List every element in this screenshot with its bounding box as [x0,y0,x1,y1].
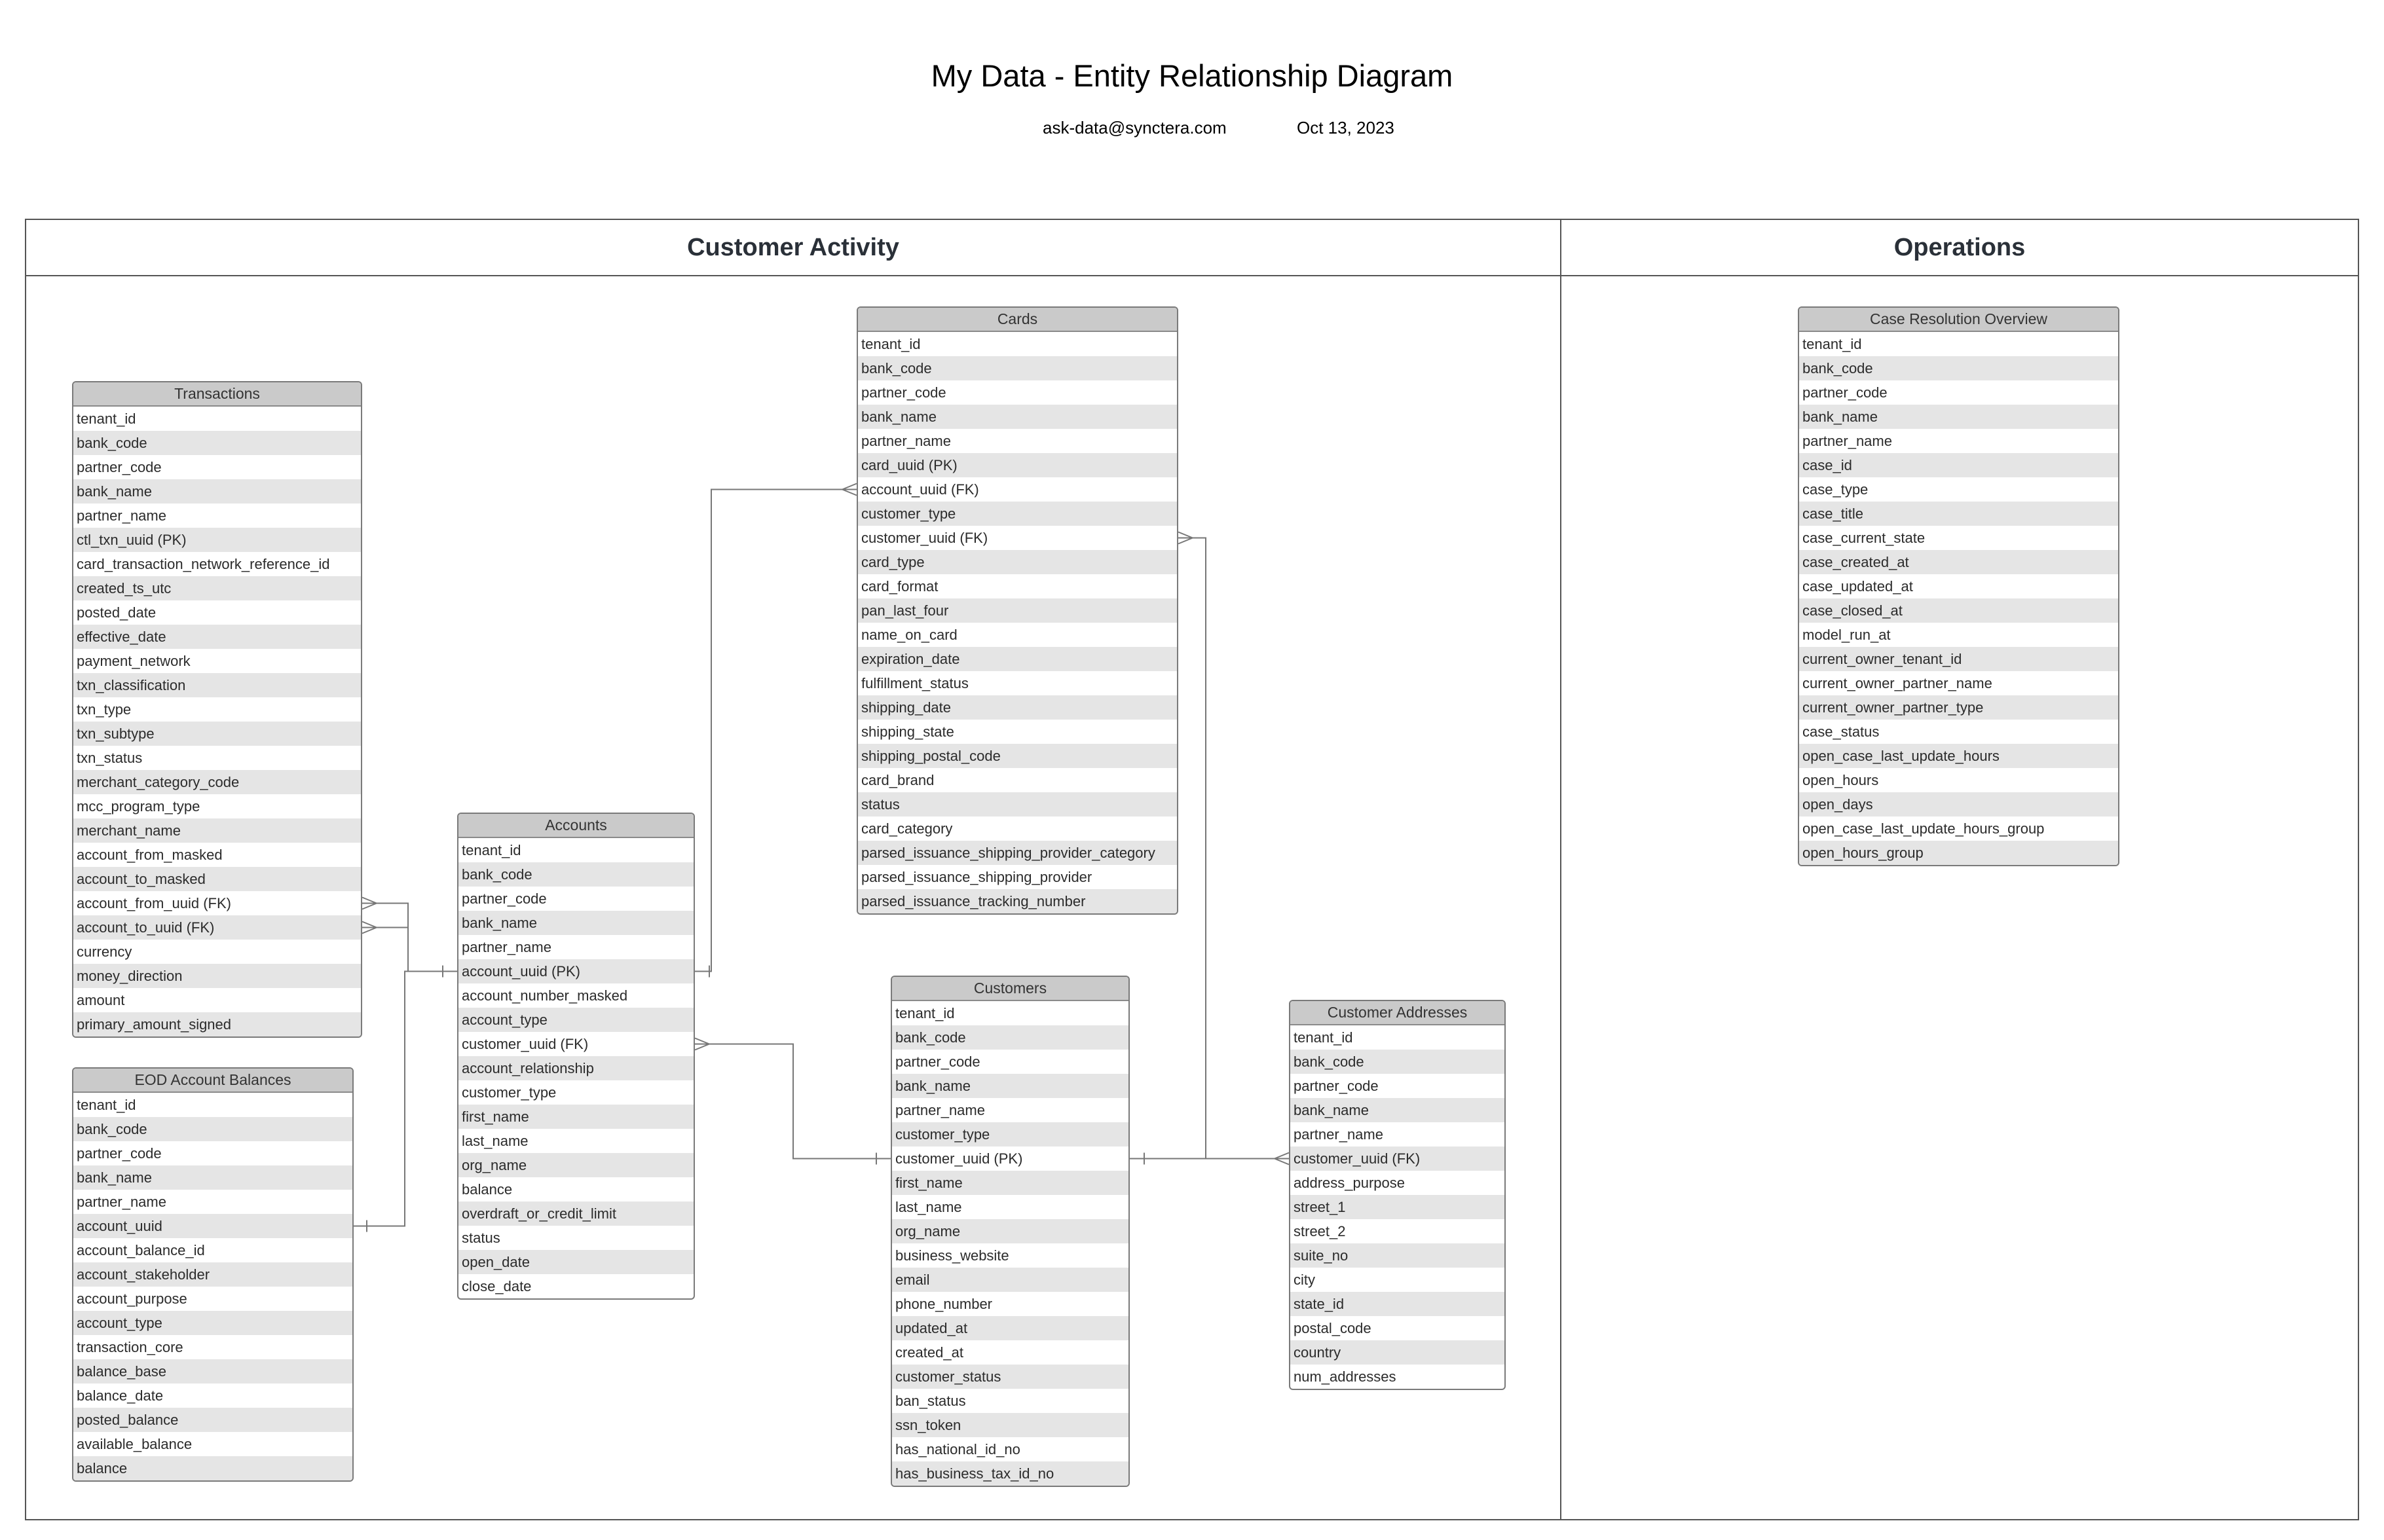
entity-title: Transactions [73,382,361,407]
entity-title: Cards [858,308,1177,332]
field-row: balance [73,1456,352,1480]
field-row: card_type [858,550,1177,574]
field-row: partner_name [77,507,166,524]
field-row: bank_name [1799,405,2118,429]
field-row: partner_name [1802,433,1892,449]
diagram-title: My Data - Entity Relationship Diagram [931,58,1453,93]
field-row: bank_code [892,1025,1128,1050]
field-row: ban_status [895,1393,966,1409]
field-row: current_owner_tenant_id [1799,647,2118,671]
panel-header-operations: Operations [1560,219,2359,276]
field-row: bank_name [73,479,361,504]
field-row: card_brand [861,772,935,788]
field-row: partner_code [77,459,162,475]
field-row: card_uuid (PK) [858,453,1177,477]
field-row: account_type [458,1008,694,1032]
field-row: account_purpose [77,1291,187,1307]
field-row: currency [77,944,132,960]
field-row: tenant_id [1802,336,1862,352]
field-row: postal_code [1294,1320,1371,1336]
field-row: available_balance [77,1436,193,1452]
entity-title: Customer Addresses [1290,1001,1504,1025]
field-row: suite_no [1290,1243,1504,1268]
field-row: pan_last_four [858,598,1177,623]
field-row: account_number_masked [462,987,628,1004]
field-row: last_name [462,1133,529,1149]
panel-header-customer-activity: Customer Activity [25,219,1561,276]
field-row: fulfillment_status [861,675,969,691]
field-row: has_national_id_no [895,1441,1020,1458]
field-row: bank_code [1290,1050,1504,1074]
field-row: tenant_id [861,336,921,352]
field-row: street_2 [1294,1223,1346,1239]
field-row: bank_code [73,1117,352,1141]
field-row: case_id [1799,453,2118,477]
field-row: bank_name [1290,1098,1504,1122]
field-row: partner_code [77,1145,162,1162]
field-row: account_relationship [458,1056,694,1080]
field-row: customer_uuid (FK) [861,530,988,546]
field-row: account_from_masked [77,847,223,863]
field-row: account_uuid (PK) [458,959,694,983]
field-row: open_hours_group [1799,841,2118,865]
field-row: merchant_name [73,818,361,843]
field-row: open_case_last_update_hours_group [1802,820,2045,837]
field-row: effective_date [73,625,361,649]
field-row: ssn_token [892,1413,1128,1437]
field-row: tenant_id [462,842,521,858]
field-row: updated_at [892,1316,1128,1340]
field-row: txn_subtype [73,722,361,746]
field-row: merchant_category_code [73,770,361,794]
entity-transactions[interactable] [72,381,362,1038]
field-row: partner_code [1294,1078,1379,1094]
field-row: case_type [1802,481,1869,498]
field-row: bank_name [73,1165,352,1190]
field-row: model_run_at [1802,627,1891,643]
field-row: customer_uuid (FK) [462,1036,589,1052]
field-row: case_status [1802,724,1880,740]
field-row: open_case_last_update_hours [1799,744,2118,768]
entity-title: Accounts [458,814,694,838]
field-row: overdraft_or_credit_limit [458,1201,694,1226]
field-row: parsed_issuance_tracking_number [858,889,1177,913]
field-row: city [1294,1272,1315,1288]
field-row: account_to_masked [73,867,361,891]
field-row: country [1290,1340,1504,1365]
field-row: bank_code [73,431,361,455]
field-row: street_1 [1290,1195,1504,1219]
field-row: parsed_issuance_shipping_provider_category [858,841,1177,865]
field-row: partner_code [1802,384,1888,401]
field-row: shipping_date [858,695,1177,720]
field-row: case_closed_at [1799,598,2118,623]
entity-accounts[interactable] [457,813,695,1300]
field-row: name_on_card [861,627,958,643]
field-row: case_current_state [1802,530,1926,546]
field-row: state_id [1290,1292,1504,1316]
field-row: current_owner_partner_type [1799,695,2118,720]
field-row: org_name [892,1219,1128,1243]
field-row: balance_date [77,1387,164,1404]
field-row: customer_type [858,502,1177,526]
field-row: txn_classification [73,673,361,697]
field-row: partner_code [861,384,946,401]
field-row: current_owner_partner_name [1802,675,1992,691]
field-row: posted_balance [73,1408,352,1432]
field-row: open_hours [1802,772,1879,788]
field-row: status [858,792,1177,816]
field-row: balance [462,1181,513,1198]
field-row: tenant_id [77,411,136,427]
field-row: bank_name [458,911,694,935]
field-row: account_uuid (FK) [861,481,979,498]
entity-addresses[interactable] [1289,1000,1506,1390]
entity-cases[interactable] [1798,306,2119,866]
field-row: first_name [458,1105,694,1129]
field-row: balance_base [73,1359,352,1384]
field-row: shipping_postal_code [858,744,1177,768]
field-row: customer_uuid (FK) [1290,1146,1504,1171]
field-row: card_category [861,820,953,837]
field-row: partner_code [895,1054,980,1070]
field-row: payment_network [77,653,191,669]
field-row: ctl_txn_uuid (PK) [73,528,361,552]
field-row: posted_date [77,604,157,621]
field-row: shipping_state [861,724,954,740]
field-row: status [462,1230,500,1246]
field-row: partner_name [462,939,551,955]
field-row: account_stakeholder [73,1262,352,1287]
field-row: close_date [462,1278,532,1294]
field-row: partner_name [861,433,951,449]
field-row: has_business_tax_id_no [892,1461,1128,1486]
field-row: partner_name [77,1194,166,1210]
field-row: bank_code [458,862,694,887]
entity-title: Customers [892,977,1128,1001]
field-row: customer_type [892,1122,1128,1146]
field-row: mcc_program_type [77,798,200,815]
field-row: phone_number [895,1296,993,1312]
field-row: address_purpose [1294,1175,1406,1191]
field-row: tenant_id [895,1005,955,1021]
field-row: partner_code [462,890,547,907]
field-row: txn_type [77,701,132,718]
entity-title: EOD Account Balances [73,1069,352,1093]
field-row: first_name [892,1171,1128,1195]
field-row: amount [77,992,125,1008]
field-row: card_transaction_network_reference_id [77,556,330,572]
field-row: txn_status [77,750,143,766]
field-row: partner_name [1294,1126,1383,1143]
field-row: bank_code [858,356,1177,380]
field-row: last_name [895,1199,962,1215]
field-row: primary_amount_signed [73,1012,361,1036]
field-row: tenant_id [77,1097,136,1113]
field-row: case_updated_at [1802,578,1913,595]
field-row: transaction_core [77,1339,183,1355]
field-row: business_website [895,1247,1009,1264]
field-row: tenant_id [1294,1029,1353,1046]
field-row: num_addresses [1294,1368,1396,1385]
field-row: org_name [458,1153,694,1177]
field-row: bank_code [1799,356,2118,380]
entity-eod[interactable] [72,1067,354,1482]
field-row: card_format [861,578,939,595]
field-row: open_days [1799,792,2118,816]
field-row: open_date [458,1250,694,1274]
field-row: account_type [73,1311,352,1335]
entity-title: Case Resolution Overview [1799,308,2118,332]
author-email: ask-data@synctera.com [1043,118,1227,138]
field-row: account_from_uuid (FK) [77,895,231,911]
field-row: customer_type [462,1084,557,1101]
field-row: customer_status [892,1365,1128,1389]
field-row: email [892,1268,1128,1292]
field-row: parsed_issuance_shipping_provider [861,869,1092,885]
diagram-date: Oct 13, 2023 [1297,118,1394,138]
field-row: bank_name [858,405,1177,429]
field-row: expiration_date [858,647,1177,671]
field-row: customer_uuid (PK) [895,1150,1023,1167]
field-row: money_direction [73,964,361,988]
field-row: account_balance_id [77,1242,205,1258]
field-row: created_ts_utc [73,576,361,600]
field-row: account_to_uuid (FK) [73,915,361,940]
entity-cards[interactable] [857,306,1178,915]
field-row: bank_name [892,1074,1128,1098]
field-row: case_created_at [1799,550,2118,574]
field-row: account_uuid [73,1214,352,1238]
field-row: case_title [1799,502,2118,526]
entity-customers[interactable] [891,976,1130,1487]
field-row: created_at [895,1344,963,1361]
field-row: partner_name [895,1102,985,1118]
